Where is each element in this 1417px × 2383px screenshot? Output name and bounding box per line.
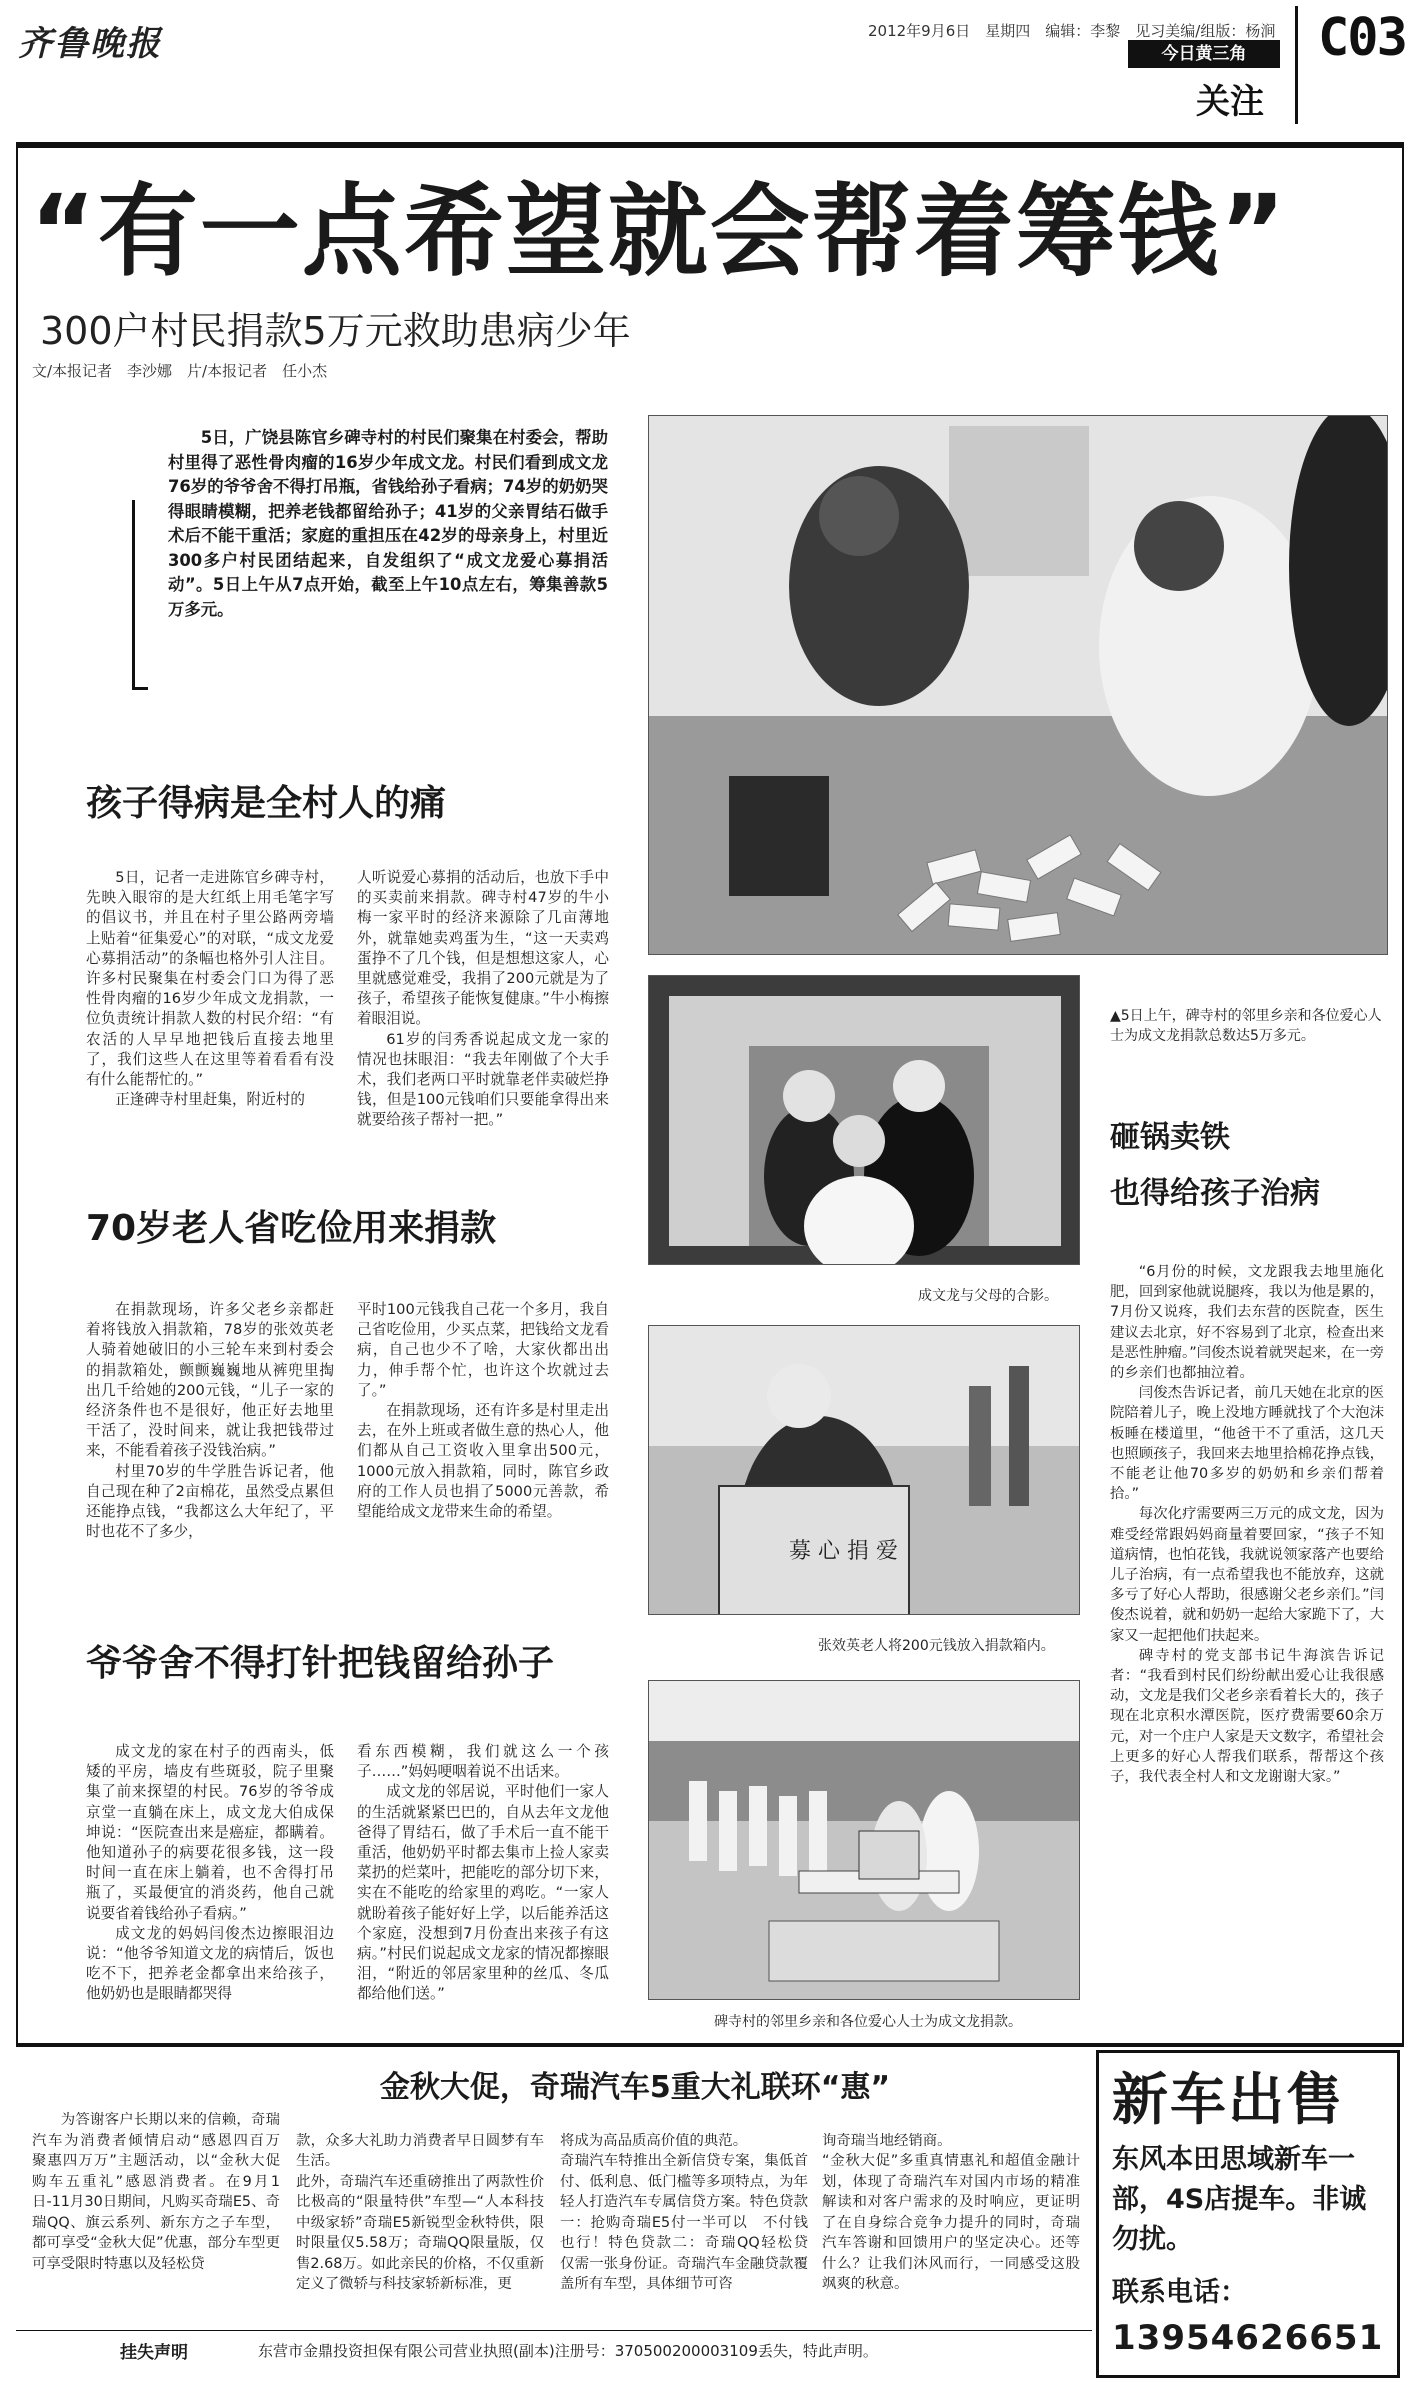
side-heading-line1: 砸锅卖铁: [1110, 1120, 1230, 1155]
section-heading-2: 70岁老人省吃俭用来捐款: [86, 1208, 497, 1249]
section2-col2: [357, 1300, 609, 1522]
section2-col1-p1: 在捐款现场，许多父老乡亲都赶着将钱放入捐款箱，78岁的张效英老人骑着她破旧的小三轮车来到村委会的捐款箱处，颤颤巍巍地从裤兜里掏出几千给她的200元钱，“儿子一家的经济条件也不是很好，他正好去地里干活了，没时间来，就让我把钱带过来，不能看着孩子没钱治病。”: [86, 1301, 334, 1460]
side-col-p4: 碑寺村的党支部书记牛海滨告诉记者：“我看到村民们纷纷献出爱心让我很感动，文龙是我们父老乡亲看着长大的，孩子现在北京积水潭医院，医疗费需要60余万元，对一个庄户人家是天文数字，希望社会上更多的好心人帮我们联系，帮帮这个孩子，我代表全村人和文龙谢谢大家。”: [1110, 1647, 1384, 1786]
car-ad-body: 东风本田思域新车一部，4S店提车。非诚勿扰。: [1112, 2144, 1367, 2255]
section3-col2-p1: 看东西模糊，我们就这么一个孩子……”妈妈哽咽着说不出话来。: [357, 1743, 609, 1781]
section1-col1-p1: 5日，记者一走进陈官乡碑寺村，先映入眼帘的是大红纸上用毛笔字写的倡议书，并且在村子里公路两旁墙上贴着“征集爱心”的对联，“成文龙爱心募捐活动”的条幅也格外引人注目。许多村民聚集在村委会门口为得了恶性骨肉瘤的16岁少年成文龙捐款，一位负责统计捐款人数的村民介绍：“有农活的人早早地把钱后直接去地里了，我们这些人在这里等着看看有没有什么能帮忙的。”: [86, 869, 334, 1089]
photo-family-image: [649, 976, 1080, 1265]
photo-villagers-line-caption: 碑寺村的邻里乡亲和各位爱心人士为成文龙捐款。: [714, 2014, 1022, 2030]
car-ad-phone-label: 联系电话：: [1112, 2277, 1247, 2308]
photo-elder-donating-caption: 张效英老人将200元钱放入捐款箱内。: [818, 1638, 1055, 1654]
ad-title: 金秋大促，奇瑞汽车5重大礼联环“惠”: [379, 2070, 891, 2105]
section1-col2-p1: 人听说爱心募捐的活动后，也放下手中的买卖前来捐款。碑寺村47岁的牛小梅一家平时的经济来源除了几亩薄地外，就靠她卖鸡蛋为生，“这一天卖鸡蛋挣不了几个钱，但是想想这家人，心里就感觉难受，我捐了200元就是为了孩子，希望孩子能恢复健康。”牛小梅擦着眼泪说。: [357, 869, 609, 1028]
section3-col1-p1: 成文龙的家在村子的西南头，低矮的平房，墙皮有些斑驳，院子里聚集了前来探望的村民。76岁的爷爷成京堂一直躺在床上，成文龙大伯成保坤说：“医院查出来是癌症，都瞒着。他知道孙子的病要花很多钱，这一段时间一直在床上躺着，也不舍得打吊瓶了，买最便宜的消炎药，他自己就说要省着钱给孙子看病。”: [86, 1743, 334, 1922]
car-ad-phone: 13954626651: [1112, 2318, 1384, 2358]
side-column: [1110, 1262, 1384, 1787]
photo-villagers-line: [648, 1680, 1080, 2000]
side-col-p3: 每次化疗需要两三万元的成文龙，因为难受经常跟妈妈商量着要回家，“孩子不知道病情，也怕花钱，我就说领家落产也要给儿子治病，有一点希望我也不能放弃，这就多亏了好心人帮助，很感谢父老乡亲们。”闫俊杰说着，就和奶奶一起给大家跪下了，大家又一起把他们扶起来。: [1110, 1506, 1384, 1644]
date-editor-line: 2012年9月6日 星期四 编辑：李黎 见习美编/组版：杨涧: [868, 22, 1276, 40]
masthead-divider: [1295, 6, 1298, 124]
ad-col1: [32, 2110, 295, 2274]
section3-col1: [86, 1742, 334, 2005]
photo-donation-crowd: [648, 415, 1388, 955]
lead-text: 5日，广饶县陈官乡碑寺村的村民们聚集在村委会，帮助村里得了恶性骨肉瘤的16岁少年成文龙。村民们看到成文龙76岁的爷爷舍不得打吊瓶，省钱给孙子看病；74岁的奶奶哭得眼睛模糊，把养老钱都留给孙子；41岁的父亲胃结石做手术后不能干重活；家庭的重担压在42岁的母亲身上，村里近300多户村民团结起来，自发组织了“成文龙爱心募捐活动”。5日上午从7点开始，截至上午10点左右，筹集善款5万多元。: [168, 428, 608, 619]
section2-col1-p2: 村里70岁的牛学胜告诉记者，他自己现在种了2亩棉花，虽然受点累但还能挣点钱，“我都这么大年纪了，平时也花不了多少，: [86, 1462, 334, 1541]
page-number: C03: [1318, 8, 1406, 68]
lost-notice-label: 挂失声明: [120, 2343, 188, 2363]
photo-donation-crowd-image: [649, 416, 1388, 955]
section1-col2: [357, 868, 609, 1131]
donation-box-label: 募 心 捐 爱: [789, 1539, 898, 1564]
section2-col2-p1: 平时100元钱我自己花一个多月，我自己省吃俭用，少买点菜，把钱给文龙看病，自己也少不了啥，大家伙都出出力，伸手帮个忙，也许这个坎就过去了。”: [357, 1301, 609, 1399]
section3-col1-p2: 成文龙的妈妈闫俊杰边擦眼泪边说：“他爷爷知道文龙的病情后，饭也吃不下，把养老金都拿出来给孩子，他奶奶也是眼睛都哭得: [86, 1924, 334, 2003]
section1-col1: [86, 868, 334, 1110]
ad-col2: [296, 2110, 544, 2315]
ad-col1-text: 为答谢客户长期以来的信赖，奇瑞汽车为消费者倾情启动“感恩四百万 聚惠四万万”主题活动，以“金秋大促 购车五重礼”感恩消费者。在9月1日-11月30日期间，凡购买奇瑞E5、奇瑞QQ、旗云系列、新东方之子车型，都可享受“金秋大促”优惠，部分车型更可享受限时特惠以及轻松贷: [32, 2112, 295, 2272]
ad-col3-text: 将成为高品质高价值的典范。 奇瑞汽车特推出全新信贷专案，集低首付、低利息、低门槛等多项特点，为年轻人打造汽车专属信贷方案。特色贷款一：抢购奇瑞E5付一半可以 不付钱也行！特色贷款二：奇瑞QQ轻松贷 仅需一张身份证。奇瑞汽车金融贷款覆盖所有车型，具体细节可咨: [560, 2132, 808, 2292]
ad-col3: [560, 2110, 808, 2315]
photo-elder-donating: [648, 1325, 1080, 1615]
lead-bracket: [132, 500, 148, 690]
subheadline: 300户村民捐款5万元救助患病少年: [40, 309, 631, 353]
side-col-p1: “6月份的时候，文龙跟我去地里施化肥，回到家他就说腿疼，我以为他是累的，7月份又说疼，我们去东营的医院查，医生建议去北京，好不容易到了北京，检查出来是恶性肿瘤。”闫俊杰说着就哭起来，在一旁的乡亲们也都抽泣着。: [1110, 1264, 1384, 1382]
lead-paragraph: [168, 426, 608, 622]
section-tag: 今日黄三角: [1128, 40, 1280, 68]
section-heading-1: 孩子得病是全村人的痛: [86, 783, 447, 824]
ad-col2-text: 款，众多大礼助力消费者早日圆梦有车生活。 此外，奇瑞汽车还重磅推出了两款性价比极高的“限量特供”车型—“人本科技中级家轿”奇瑞E5新锐型金秋特供，限时限量仅5.58万；奇瑞QQ限量版，仅售2.68万。如此亲民的价格，不仅重新定义了微轿与科技家轿新标准，更: [296, 2132, 544, 2292]
section-heading-3: 爷爷舍不得打针把钱留给孙子: [86, 1643, 555, 1684]
section1-col2-p2: 61岁的闫秀香说起成文龙一家的情况也抹眼泪：“我去年刚做了个大手术，我们老两口平时就靠老伴卖破烂挣钱，但是100元钱咱们只要能拿得出来就要给孩子帮衬一把。”: [357, 1030, 609, 1129]
photo-donation-crowd-caption: ▲5日上午，碑寺村的邻里乡亲和各位爱心人士为成文龙捐款总数达5万多元。: [1110, 1008, 1382, 1044]
photo-elder-donating-image: [649, 1326, 1080, 1615]
section-focus: 关注: [1196, 82, 1264, 122]
ad-top-rule: [16, 2043, 1404, 2047]
ad-col4: [822, 2110, 1080, 2315]
lost-notice-text: 东营市金鼎投资担保有限公司营业执照(副本)注册号：370500200003109丢失，特此声明。: [258, 2342, 878, 2360]
newspaper-logo: 齐鲁晚报: [18, 24, 162, 64]
car-ad-title: 新车出售: [1112, 2068, 1344, 2133]
photo-villagers-line-image: [649, 1681, 1080, 2000]
section3-col2: [357, 1742, 609, 2005]
side-col-p2: 闫俊杰告诉记者，前几天她在北京的医院陪着儿子，晚上没地方睡就找了个大泡沫板睡在楼道里，“他爸干不了重活，这几天也照顾孩子，我回来去地里拾棉花挣点钱，不能老让他70多岁的奶奶和乡亲们帮着拾。”: [1110, 1385, 1384, 1503]
side-heading-line2: 也得给孩子治病: [1110, 1176, 1320, 1211]
section1-col1-p2: 正逢碑寺村里赶集，附近村的: [115, 1091, 305, 1109]
headline: “有一点希望就会帮着筹钱”: [30, 173, 1288, 290]
ad-col4-text: 询奇瑞当地经销商。 “金秋大促”多重真情惠礼和超值金融计划，体现了奇瑞汽车对国内市场的精准解读和对客户需求的及时响应，更证明了在自身综合竞争力提升的同时，奇瑞汽车答谢和回馈用户的坚定决心。还等什么？让我们沐风而行，一同感受这股飒爽的秋意。: [822, 2132, 1080, 2292]
section3-col2-p2: 成文龙的邻居说，平时他们一家人的生活就紧紧巴巴的，自从去年文龙他爸得了胃结石，做了手术后一直不能干重活，他奶奶平时都去集市上捡人家卖菜扔的烂菜叶，把能吃的部分切下来，实在不能吃的给家里的鸡吃。“一家人就盼着孩子能好好上学，以后能养活这个家庭，没想到7月份查出来孩子有这病。”村民们说起成文龙家的情况都擦眼泪，“附近的邻居家里种的丝瓜、冬瓜都给他们送。”: [357, 1783, 609, 2003]
photo-family: [648, 975, 1080, 1265]
photo-family-caption: 成文龙与父母的合影。: [918, 1288, 1058, 1304]
section2-col2-p2: 在捐款现场，还有许多是村里走出去，在外上班或者做生意的热心人，他们都从自己工资收入里拿出500元，1000元放入捐款箱，同时，陈官乡政府的工作人员也捐了5000元善款，希望能给成文龙带来生命的希望。: [357, 1402, 609, 1521]
section2-col1: [86, 1300, 334, 1542]
byline: 文/本报记者 李沙娜 片/本报记者 任小杰: [32, 362, 328, 380]
